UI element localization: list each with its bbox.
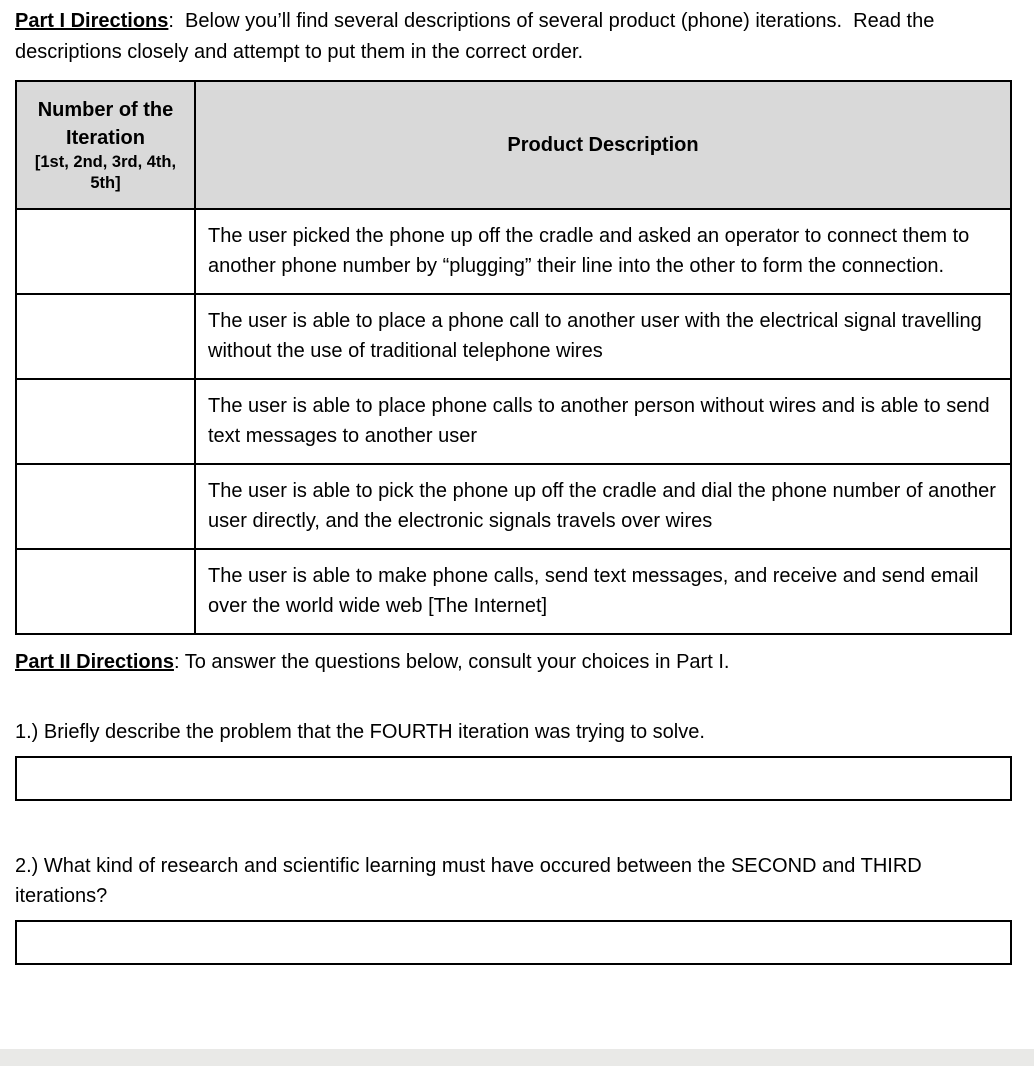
part2-directions-text: : To answer the questions below, consult your choices in Part I. bbox=[173, 651, 730, 673]
iteration-header-sub: [1st, 2nd, 3rd, 4th, 5th] bbox=[34, 153, 177, 192]
description-cell-4: The user is able to pick the phone up off the cradle and dial the phone number of another user directly, and the electronic signals travels over wires bbox=[195, 464, 1011, 549]
part1-directions bbox=[15, 6, 1012, 68]
description-header-label: Product Description bbox=[507, 134, 699, 156]
description-cell-1: The user picked the phone up off the cradle and asked an operator to connect them to another phone number by “plugging” their line into the other to form the connection. bbox=[195, 209, 1011, 294]
iteration-answer-cell-1[interactable] bbox=[16, 209, 195, 294]
description-cell-2: The user is able to place a phone call to another user with the electrical signal travelling without the use of traditional telephone wires bbox=[195, 294, 1011, 379]
part2-heading: Part II Directions bbox=[15, 651, 174, 673]
part1-heading: Part I Directions bbox=[15, 10, 169, 32]
answer-box-2[interactable] bbox=[15, 920, 1012, 965]
description-cell-5: The user is able to make phone calls, send text messages, and receive and send email over the world wide web [The Internet] bbox=[195, 549, 1011, 634]
table-row bbox=[16, 549, 1011, 634]
iteration-answer-cell-5[interactable] bbox=[16, 549, 195, 634]
table-row bbox=[16, 294, 1011, 379]
table-row bbox=[16, 464, 1011, 549]
part1-directions-text: : Below you’ll find several descriptions of several product (phone) iterations. Read the descriptions closely and attempt to put them in the correct order. bbox=[15, 10, 940, 63]
table-row bbox=[16, 209, 1011, 294]
table-row bbox=[16, 379, 1011, 464]
description-cell-3: The user is able to place phone calls to another person without wires and is able to send text messages to another user bbox=[195, 379, 1011, 464]
iteration-column-header bbox=[16, 81, 195, 209]
iteration-answer-cell-3[interactable] bbox=[16, 379, 195, 464]
page-bottom-gutter bbox=[0, 1049, 1034, 1066]
description-column-header bbox=[195, 81, 1011, 209]
question-1: 1.) Briefly describe the problem that the FOURTH iteration was trying to solve. bbox=[15, 721, 705, 743]
question-2: 2.) What kind of research and scientific learning must have occured between the SECOND and THIRD iterations? bbox=[15, 855, 922, 907]
iteration-answer-cell-4[interactable] bbox=[16, 464, 195, 549]
iterations-table bbox=[15, 80, 1012, 635]
answer-box-1[interactable] bbox=[15, 756, 1012, 801]
part2-directions bbox=[15, 647, 1012, 677]
iteration-header-main: Number of the Iteration bbox=[37, 99, 174, 149]
iteration-answer-cell-2[interactable] bbox=[16, 294, 195, 379]
table-header-row bbox=[16, 81, 1011, 209]
